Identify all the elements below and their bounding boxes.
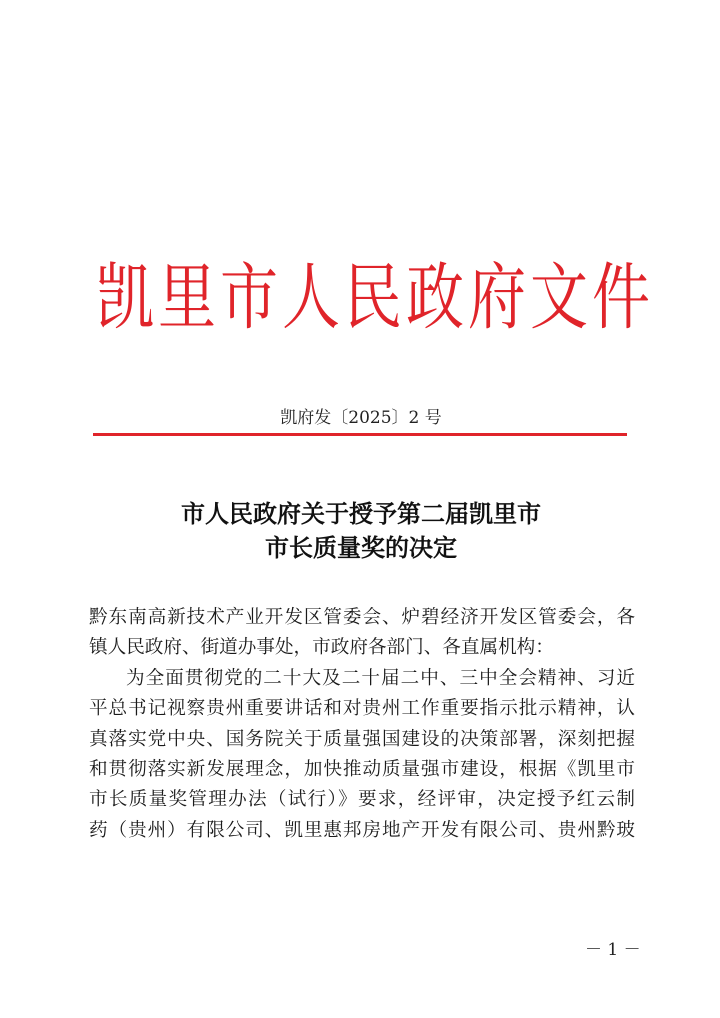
document-title-line: 市长质量奖的决定 [265, 533, 457, 562]
body-line: 药（贵州）有限公司、凯里惠邦房地产开发有限公司、贵州黔玻 [89, 819, 635, 841]
body-line: 真落实党中央、国务院关于质量强国建设的决策部署，深刻把握 [89, 728, 635, 750]
body-line: 和贯彻落实新发展理念，加快推动质量强市建设，根据《凯里市 [89, 758, 635, 780]
document-title-line: 市人民政府关于授予第二届凯里市 [181, 499, 541, 528]
document-title [96, 497, 626, 565]
page-number: － 1 － [585, 940, 641, 960]
recipients-line: 黔东南高新技术产业开发区管委会、炉碧经济开发区管委会，各 [89, 607, 635, 628]
document-body [89, 603, 635, 846]
body-line: 平总书记视察贵州重要讲话和对贵州工作重要指示批示精神，认 [89, 698, 635, 720]
header-divider-line [93, 433, 627, 436]
document-number: 凯府发〔2025〕2 号 [280, 408, 442, 428]
recipients-line: 镇人民政府、街道办事处，市政府各部门、各直属机构： [89, 637, 554, 659]
body-line: 为全面贯彻党的二十大及二十届二中、三中全会精神、习近 [126, 667, 635, 689]
document-header-title: 凯里市人民政府文件 [96, 254, 655, 340]
body-line: 市长质量奖管理办法（试行）》要求，经评审，决定授予红云制 [89, 789, 635, 811]
